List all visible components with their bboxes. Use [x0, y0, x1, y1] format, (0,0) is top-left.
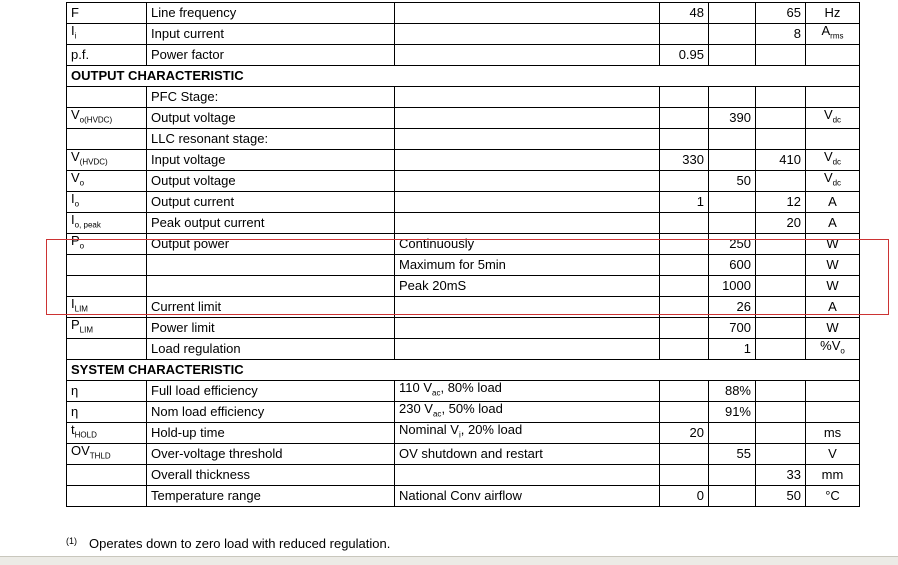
typ-cell	[709, 87, 756, 108]
unit-cell: mm	[806, 465, 860, 486]
min-cell	[660, 129, 709, 150]
condition-cell: Continuously	[395, 234, 660, 255]
symbol-cell: $t_{HOLD}$	[67, 423, 147, 444]
max-cell	[756, 423, 806, 444]
parameter-cell: Overall thickness	[147, 465, 395, 486]
min-cell: 48	[660, 3, 709, 24]
max-cell: 65	[756, 3, 806, 24]
section-title: SYSTEM CHARACTERISTIC	[67, 360, 860, 381]
parameter-cell: Input current	[147, 24, 395, 45]
max-cell: 33	[756, 465, 806, 486]
parameter-cell: PFC Stage:	[147, 87, 395, 108]
table-row	[67, 3, 860, 24]
max-cell	[756, 87, 806, 108]
max-cell	[756, 381, 806, 402]
parameter-cell: Current limit	[147, 297, 395, 318]
unit-cell: $V_{dc}$	[806, 108, 860, 129]
table-row	[67, 108, 860, 129]
table-row	[67, 45, 860, 66]
symbol-cell: $V_{(HVDC)}$	[67, 150, 147, 171]
table-row	[67, 87, 860, 108]
min-cell: 1	[660, 192, 709, 213]
parameter-cell: Load regulation	[147, 339, 395, 360]
parameter-cell: Output current	[147, 192, 395, 213]
unit-cell: W	[806, 255, 860, 276]
condition-cell: Peak 20mS	[395, 276, 660, 297]
min-cell	[660, 171, 709, 192]
unit-cell: Hz	[806, 3, 860, 24]
max-cell	[756, 444, 806, 465]
condition-cell	[395, 339, 660, 360]
max-cell	[756, 318, 806, 339]
footnote-marker: (1)	[66, 536, 77, 546]
parameter-cell: Over-voltage threshold	[147, 444, 395, 465]
parameter-cell: LLC resonant stage:	[147, 129, 395, 150]
typ-cell	[709, 423, 756, 444]
condition-cell: OV shutdown and restart	[395, 444, 660, 465]
parameter-cell: Hold-up time	[147, 423, 395, 444]
symbol-cell	[67, 255, 147, 276]
symbol-cell: $V_o$	[67, 171, 147, 192]
parameter-cell: Line frequency	[147, 3, 395, 24]
symbol-cell: $P_o$	[67, 234, 147, 255]
symbol-cell	[67, 87, 147, 108]
min-cell	[660, 381, 709, 402]
min-cell	[660, 255, 709, 276]
parameter-cell	[147, 276, 395, 297]
table-row	[67, 234, 860, 255]
min-cell	[660, 297, 709, 318]
symbol-cell	[67, 486, 147, 507]
condition-cell	[395, 192, 660, 213]
min-cell: 330	[660, 150, 709, 171]
symbol-cell	[67, 465, 147, 486]
max-cell: 12	[756, 192, 806, 213]
footnote-text: Operates down to zero load with reduced regulation.	[89, 536, 391, 551]
symbol-cell: $I_i$	[67, 24, 147, 45]
table-row	[67, 255, 860, 276]
typ-cell: 700	[709, 318, 756, 339]
footnote	[66, 536, 390, 551]
parameter-cell: Peak output current	[147, 213, 395, 234]
unit-cell: W	[806, 318, 860, 339]
min-cell	[660, 213, 709, 234]
max-cell	[756, 402, 806, 423]
max-cell: 50	[756, 486, 806, 507]
unit-cell: A	[806, 213, 860, 234]
parameter-cell: Input voltage	[147, 150, 395, 171]
typ-cell: 600	[709, 255, 756, 276]
max-cell	[756, 129, 806, 150]
unit-cell: V	[806, 444, 860, 465]
parameter-cell: Power factor	[147, 45, 395, 66]
symbol-cell: p.f.	[67, 45, 147, 66]
symbol-cell: $I_o$	[67, 192, 147, 213]
typ-cell: 1	[709, 339, 756, 360]
typ-cell: 55	[709, 444, 756, 465]
typ-cell: 1000	[709, 276, 756, 297]
unit-cell	[806, 381, 860, 402]
max-cell	[756, 171, 806, 192]
max-cell	[756, 255, 806, 276]
min-cell	[660, 339, 709, 360]
table-row	[67, 297, 860, 318]
section-title: OUTPUT CHARACTERISTIC	[67, 66, 860, 87]
max-cell: 8	[756, 24, 806, 45]
symbol-cell: η	[67, 381, 147, 402]
table-row	[67, 318, 860, 339]
max-cell	[756, 45, 806, 66]
unit-cell	[806, 45, 860, 66]
condition-cell	[395, 213, 660, 234]
condition-cell	[395, 150, 660, 171]
table-row	[67, 276, 860, 297]
unit-cell	[806, 87, 860, 108]
symbol-cell: η	[67, 402, 147, 423]
unit-cell: ms	[806, 423, 860, 444]
typ-cell	[709, 24, 756, 45]
symbol-cell	[67, 276, 147, 297]
typ-cell	[709, 213, 756, 234]
condition-cell: Maximum for 5min	[395, 255, 660, 276]
table-row	[67, 423, 860, 444]
unit-cell: $\%V_o$	[806, 339, 860, 360]
min-cell	[660, 318, 709, 339]
table-row	[67, 129, 860, 150]
condition-cell	[395, 297, 660, 318]
parameter-cell	[147, 255, 395, 276]
condition-cell	[395, 3, 660, 24]
condition-cell: Nominal $V_i$, 20% load	[395, 423, 660, 444]
symbol-cell: $I_{o, peak}$	[67, 213, 147, 234]
parameter-cell: Temperature range	[147, 486, 395, 507]
min-cell: 20	[660, 423, 709, 444]
table-row	[67, 402, 860, 423]
max-cell	[756, 297, 806, 318]
max-cell	[756, 234, 806, 255]
table-row	[67, 381, 860, 402]
condition-cell	[395, 108, 660, 129]
typ-cell	[709, 3, 756, 24]
parameter-cell: Power limit	[147, 318, 395, 339]
unit-cell	[806, 402, 860, 423]
symbol-cell	[67, 339, 147, 360]
parameter-cell: Nom load efficiency	[147, 402, 395, 423]
condition-cell: 230 $V_{ac}$, 50% load	[395, 402, 660, 423]
typ-cell: 50	[709, 171, 756, 192]
table-row	[67, 24, 860, 45]
unit-cell	[806, 129, 860, 150]
min-cell	[660, 465, 709, 486]
unit-cell: A	[806, 192, 860, 213]
min-cell	[660, 402, 709, 423]
table-row	[67, 150, 860, 171]
unit-cell: W	[806, 234, 860, 255]
symbol-cell: F	[67, 3, 147, 24]
typ-cell: 250	[709, 234, 756, 255]
condition-cell: National Conv airflow	[395, 486, 660, 507]
typ-cell: 26	[709, 297, 756, 318]
unit-cell: W	[806, 276, 860, 297]
condition-cell	[395, 24, 660, 45]
typ-cell	[709, 486, 756, 507]
condition-cell	[395, 87, 660, 108]
min-cell: 0	[660, 486, 709, 507]
unit-cell: A	[806, 297, 860, 318]
symbol-cell	[67, 129, 147, 150]
table-row	[67, 486, 860, 507]
unit-cell: $V_{dc}$	[806, 171, 860, 192]
typ-cell	[709, 192, 756, 213]
table-row	[67, 339, 860, 360]
min-cell	[660, 234, 709, 255]
symbol-cell: $V_{o(HVDC)}$	[67, 108, 147, 129]
typ-cell: 91%	[709, 402, 756, 423]
condition-cell: 110 $V_{ac}$, 80% load	[395, 381, 660, 402]
typ-cell	[709, 129, 756, 150]
parameter-cell: Output voltage	[147, 108, 395, 129]
condition-cell	[395, 465, 660, 486]
unit-cell: $V_{dc}$	[806, 150, 860, 171]
symbol-cell: $P_{LIM}$	[67, 318, 147, 339]
parameter-cell: Output voltage	[147, 171, 395, 192]
typ-cell: 88%	[709, 381, 756, 402]
output-section-header	[67, 66, 860, 87]
spec-table	[66, 2, 860, 507]
condition-cell	[395, 45, 660, 66]
symbol-cell: $OV_{THLD}$	[67, 444, 147, 465]
max-cell	[756, 339, 806, 360]
symbol-cell: $I_{LIM}$	[67, 297, 147, 318]
min-cell	[660, 108, 709, 129]
parameter-cell: Output power	[147, 234, 395, 255]
min-cell	[660, 24, 709, 45]
min-cell	[660, 444, 709, 465]
table-row	[67, 171, 860, 192]
condition-cell	[395, 171, 660, 192]
unit-cell: °C	[806, 486, 860, 507]
table-row	[67, 192, 860, 213]
typ-cell	[709, 465, 756, 486]
typ-cell: 390	[709, 108, 756, 129]
system-section-header	[67, 360, 860, 381]
min-cell	[660, 87, 709, 108]
unit-cell: $A_{rms}$	[806, 24, 860, 45]
max-cell	[756, 108, 806, 129]
min-cell: 0.95	[660, 45, 709, 66]
parameter-cell: Full load efficiency	[147, 381, 395, 402]
table-row	[67, 213, 860, 234]
table-row	[67, 444, 860, 465]
condition-cell	[395, 318, 660, 339]
typ-cell	[709, 45, 756, 66]
max-cell: 20	[756, 213, 806, 234]
min-cell	[660, 276, 709, 297]
condition-cell	[395, 129, 660, 150]
typ-cell	[709, 150, 756, 171]
max-cell: 410	[756, 150, 806, 171]
max-cell	[756, 276, 806, 297]
table-row	[67, 465, 860, 486]
